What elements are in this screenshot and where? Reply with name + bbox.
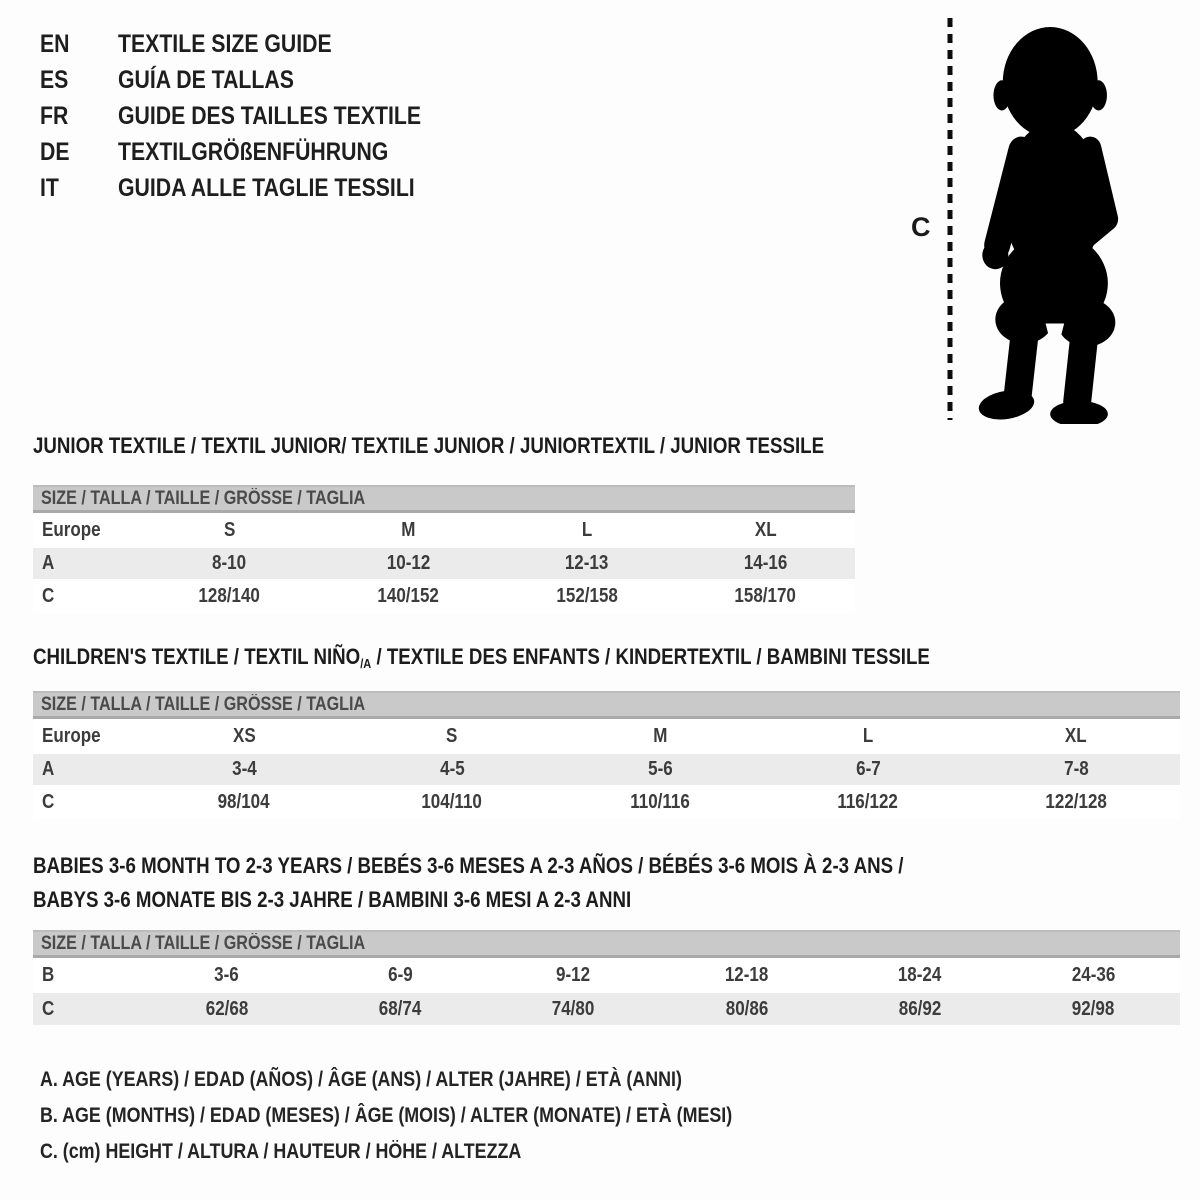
cell-text: 18-24 xyxy=(898,964,942,986)
junior-title-text: JUNIOR TEXTILE / TEXTIL JUNIOR/ TEXTILE JUNIOR / JUNIORTEXTIL / JUNIOR TESSILE xyxy=(33,433,825,458)
cell-text: 8-10 xyxy=(212,552,247,574)
legend-text: A. AGE (YEARS) / EDAD (AÑOS) / ÂGE (ANS) / ALTER (JAHRE) / ETÀ (ANNI) xyxy=(40,1068,682,1091)
cell-text: 10-12 xyxy=(386,552,430,574)
cell-text: 7-8 xyxy=(1063,758,1089,780)
table-cell xyxy=(487,998,660,1021)
children-section-title xyxy=(33,644,1088,671)
table-cell xyxy=(556,791,764,814)
cell-text: 3-6 xyxy=(214,964,239,986)
height-measure-label: C xyxy=(911,212,931,242)
table-row-europe xyxy=(33,513,855,548)
row-label-text: A xyxy=(42,758,55,780)
cell-text: M xyxy=(652,725,668,747)
children-title-text xyxy=(33,644,930,671)
table-row-age-months xyxy=(33,958,1180,993)
lang-code-text: ES xyxy=(40,65,69,94)
table-row-age xyxy=(33,754,1180,785)
cell-text: S xyxy=(223,519,236,541)
table-cell xyxy=(660,998,833,1021)
children-title-part1: CHILDREN'S TEXTILE / TEXTIL NIÑO xyxy=(33,644,361,669)
table-cell xyxy=(140,519,319,542)
legend-text: B. AGE (MONTHS) / EDAD (MESES) / ÂGE (MOIS) / ALTER (MONATE) / ETÀ (MESI) xyxy=(40,1104,733,1127)
lang-title: GUIDE DES TAILLES TEXTILE xyxy=(118,101,422,130)
table-cell xyxy=(972,758,1180,781)
babies-title-line1: BABIES 3-6 MONTH TO 2-3 YEARS / BEBÉS 3-6 MESES A 2-3 AÑOS / BÉBÉS 3-6 MOIS À 2-3 ANS / xyxy=(33,853,904,878)
table-cell xyxy=(348,725,556,748)
measurement-legend xyxy=(40,1062,854,1170)
table-cell xyxy=(676,552,855,575)
lang-code xyxy=(40,66,118,95)
table-cell xyxy=(676,519,855,542)
table-cell xyxy=(498,552,677,575)
cell-text: 3-4 xyxy=(231,758,257,780)
cell-text: L xyxy=(581,519,593,541)
babies-size-header-bar xyxy=(33,930,1180,958)
cell-text: 92/98 xyxy=(1072,997,1115,1020)
baby-silhouette-icon xyxy=(960,22,1146,424)
table-cell xyxy=(348,758,556,781)
table-row-age xyxy=(33,548,855,579)
cell-text: 104/110 xyxy=(421,790,483,813)
cell-text: XL xyxy=(1065,725,1087,747)
lang-code-text: IT xyxy=(40,173,59,202)
table-cell xyxy=(676,585,855,608)
children-title-part2: / TEXTILE DES ENFANTS / KINDERTEXTIL / BAMBINI TESSILE xyxy=(371,644,930,669)
table-row-height xyxy=(33,785,1180,819)
row-label xyxy=(33,725,140,748)
table-cell xyxy=(972,791,1180,814)
height-dashed-line-icon xyxy=(946,18,954,420)
table-cell xyxy=(140,552,319,575)
table-cell xyxy=(140,964,313,987)
cell-text: 122/128 xyxy=(1045,790,1107,813)
lang-code xyxy=(40,138,118,167)
row-label-text: C xyxy=(42,790,55,813)
table-cell xyxy=(140,998,313,1021)
cell-text: 14-16 xyxy=(743,552,788,574)
legend-text: C. (cm) HEIGHT / ALTURA / HAUTEUR / HÖHE / ALTEZZA xyxy=(40,1140,522,1163)
table-row-height xyxy=(33,579,855,613)
cell-text: M xyxy=(401,519,416,541)
row-label xyxy=(33,552,140,575)
row-label xyxy=(33,519,140,542)
babies-title-line2: BABYS 3-6 MONATE BIS 2-3 JAHRE / BAMBINI 3-6 MESI A 2-3 ANNI xyxy=(33,887,632,912)
table-cell xyxy=(1007,964,1180,987)
baby-figure xyxy=(905,12,1195,432)
table-cell xyxy=(140,758,348,781)
children-size-header-bar xyxy=(33,691,1180,719)
lang-code xyxy=(40,174,118,203)
cell-text: 86/92 xyxy=(898,997,942,1020)
legend-line-a xyxy=(40,1062,854,1098)
cell-text: 68/74 xyxy=(378,997,422,1020)
cell-text: 110/116 xyxy=(630,790,690,813)
table-cell xyxy=(556,758,764,781)
cell-text: 24-36 xyxy=(1071,964,1116,986)
lang-row-es xyxy=(40,62,475,98)
cell-text: 98/104 xyxy=(217,790,270,813)
row-label xyxy=(33,758,140,781)
legend-line-c xyxy=(40,1134,854,1170)
table-cell xyxy=(140,725,348,748)
table-cell xyxy=(140,585,319,608)
size-header-text: SIZE / TALLA / TAILLE / GRÖSSE / TAGLIA xyxy=(41,693,366,715)
cell-text: 158/170 xyxy=(734,584,797,607)
babies-size-table xyxy=(33,930,1180,1025)
table-row-height xyxy=(33,993,1180,1025)
table-cell xyxy=(556,725,764,748)
row-label-text: Europe xyxy=(42,519,101,541)
table-cell xyxy=(487,964,660,987)
junior-section-title xyxy=(33,433,964,459)
lang-row-fr xyxy=(40,98,475,134)
table-cell xyxy=(498,519,677,542)
cell-text: 12-18 xyxy=(724,964,769,986)
lang-title: TEXTILE SIZE GUIDE xyxy=(118,29,332,58)
cell-text: 80/86 xyxy=(725,997,768,1020)
row-label-text: B xyxy=(42,964,55,986)
table-cell xyxy=(313,964,486,987)
row-label xyxy=(33,964,140,987)
table-cell xyxy=(319,585,498,608)
cell-text: 6-7 xyxy=(855,758,881,780)
lang-row-en xyxy=(40,26,475,62)
table-cell xyxy=(764,725,972,748)
table-cell xyxy=(764,791,972,814)
lang-code-text: FR xyxy=(40,101,69,130)
cell-text: 4-5 xyxy=(439,758,465,780)
lang-title: GUÍA DE TALLAS xyxy=(118,65,294,94)
cell-text: 9-12 xyxy=(556,964,591,986)
lang-code xyxy=(40,30,118,59)
lang-code-text: EN xyxy=(40,29,70,58)
cell-text: 62/68 xyxy=(205,997,248,1020)
children-title-sub: /A xyxy=(360,656,372,671)
size-header-text: SIZE / TALLA / TAILLE / GRÖSSE / TAGLIA xyxy=(41,932,366,954)
lang-row-de xyxy=(40,134,475,170)
row-label-text: C xyxy=(42,584,55,607)
table-cell xyxy=(660,964,833,987)
lang-code xyxy=(40,102,118,131)
lang-row-it xyxy=(40,170,475,206)
language-title-list xyxy=(40,26,475,206)
table-cell xyxy=(140,791,348,814)
table-row-europe xyxy=(33,719,1180,754)
cell-text: 74/80 xyxy=(552,997,595,1020)
table-cell xyxy=(319,519,498,542)
cell-text: 5-6 xyxy=(647,758,673,780)
row-label xyxy=(33,791,140,814)
cell-text: 152/158 xyxy=(556,584,618,607)
table-cell xyxy=(1007,998,1180,1021)
cell-text: XS xyxy=(232,725,256,747)
row-label-text: C xyxy=(42,997,55,1020)
table-cell xyxy=(313,998,486,1021)
size-header-text: SIZE / TALLA / TAILLE / GRÖSSE / TAGLIA xyxy=(41,487,366,509)
cell-text: L xyxy=(862,725,874,747)
row-label xyxy=(33,998,140,1021)
lang-code-text: DE xyxy=(40,137,70,166)
table-cell xyxy=(833,998,1006,1021)
junior-size-header-bar xyxy=(33,485,855,513)
cell-text: 12-13 xyxy=(565,552,609,574)
junior-size-table xyxy=(33,485,855,613)
table-cell xyxy=(833,964,1006,987)
row-label xyxy=(33,585,140,608)
cell-text: 128/140 xyxy=(198,584,261,607)
lang-title: GUIDA ALLE TAGLIE TESSILI xyxy=(118,173,415,202)
table-cell xyxy=(764,758,972,781)
lang-title: TEXTILGRÖßENFÜHRUNG xyxy=(118,137,389,166)
cell-text: 140/152 xyxy=(377,584,439,607)
cell-text: 116/122 xyxy=(837,790,899,813)
row-label-text: Europe xyxy=(42,725,101,747)
legend-line-b xyxy=(40,1098,854,1134)
table-cell xyxy=(348,791,556,814)
row-label-text: A xyxy=(42,552,55,574)
table-cell xyxy=(319,552,498,575)
cell-text: 6-9 xyxy=(387,964,413,986)
children-size-table xyxy=(33,691,1180,819)
babies-section-title xyxy=(33,849,1057,917)
table-cell xyxy=(498,585,677,608)
table-cell xyxy=(972,725,1180,748)
cell-text: XL xyxy=(754,519,777,541)
cell-text: S xyxy=(446,725,458,747)
